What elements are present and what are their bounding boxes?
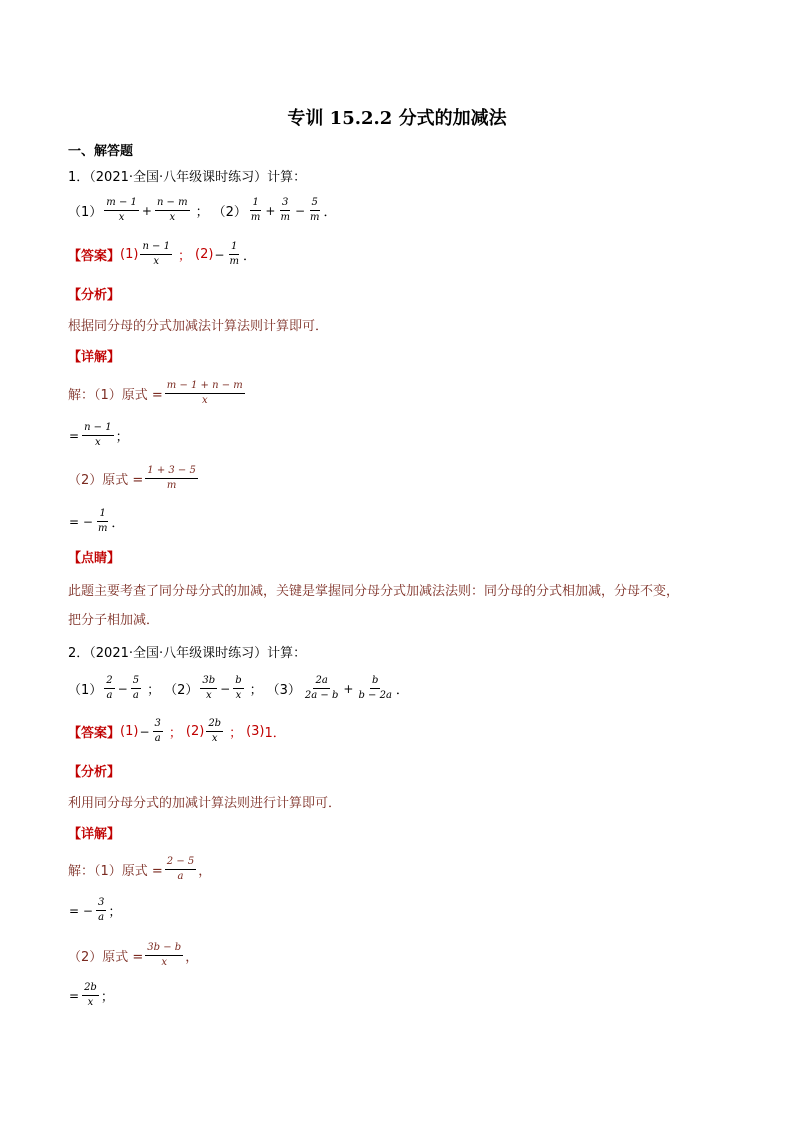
fraction: $\frac{2b}{x}$	[208, 718, 222, 744]
analysis-tag: 【分析】	[68, 288, 121, 303]
q2-solution-step1: 解：（1）原式 = $\frac{2 - 5}{a}$ ，	[68, 856, 212, 882]
fraction: $\frac{5}{a}$	[132, 675, 140, 701]
fraction: $\frac{1}{m}$	[250, 197, 261, 223]
fraction: $\frac{3}{m}$	[280, 197, 290, 223]
fraction: $\frac{3}{a}$	[97, 897, 105, 923]
fraction: $\frac{1}{m}$	[229, 241, 239, 267]
fraction: $\frac{5}{m}$	[310, 197, 320, 223]
q2-part3-label: （3）	[266, 683, 301, 698]
answer-part-label: (2)	[185, 724, 205, 739]
answer-value: 1．	[264, 726, 286, 741]
analysis-text: 利用同分母分式的加减计算法则进行计算即可．	[68, 796, 342, 811]
analysis-tag: 【分析】	[68, 765, 121, 780]
detail-tag: 【详解】	[68, 350, 121, 365]
fraction: $\frac{n - 1}{x}$	[142, 241, 170, 267]
q2-expression: （1） $\frac{2}{a}$ − $\frac{5}{a}$ ； （2） $\frac{3b}{x}$ − $\frac{b}{x}$ ； （3） $\frac{2a}{2a - b}$ + $\frac{b}{b - 2a}$ ．	[68, 675, 409, 701]
answer-part-label: (3)	[246, 724, 265, 739]
answer-part-label: (1)	[120, 724, 139, 739]
q2-part2-label: （2）	[164, 683, 199, 698]
answer-tag: 【答案】	[68, 249, 121, 264]
q2-stem: 2．（2021·全国·八年级课时练习）计算：	[68, 646, 307, 661]
comment-text-line2: 把分子相加减．	[68, 613, 160, 628]
detail-tag: 【详解】	[68, 827, 121, 842]
q1-part2-label: （2）	[212, 205, 247, 220]
answer-part-label: (2)	[195, 247, 214, 262]
fraction: $\frac{3}{a}$	[154, 718, 161, 744]
fraction: $\frac{n - 1}{x}$	[84, 422, 112, 448]
fraction: $\frac{2b}{x}$	[84, 982, 97, 1008]
fraction: $\frac{3b}{x}$	[202, 675, 216, 701]
q1-solution-step3	[68, 465, 200, 492]
fraction: $\frac{2a}{2a - b}$	[304, 675, 339, 701]
fraction: $\frac{m - 1 + n - m}{x}$	[166, 380, 243, 406]
fraction: $\frac{b}{b - 2a}$	[358, 675, 392, 701]
answer-tag: 【答案】	[68, 726, 121, 741]
fraction: $\frac{1}{m}$	[97, 508, 108, 534]
q1-solution-step2: = $\frac{n - 1}{x}$ ；	[69, 422, 129, 448]
solution-prefix: 解：（1）原式 =	[68, 864, 163, 879]
analysis-text: 根据同分母的分式加减法计算法则计算即可．	[68, 319, 329, 334]
solution-prefix: 解：（1）原式 =	[68, 388, 163, 403]
fraction: $\frac{n - m}{x}$	[156, 197, 188, 223]
page-title: 专训 15.2.2 分式的加减法	[287, 108, 507, 129]
fraction: $\frac{3b - b}{x}$	[147, 942, 182, 968]
q1-part1-label: （1）	[68, 205, 103, 220]
q2-answer: 【答案】 (1) − $\frac{3}{a}$ ； (2) $\frac{2b}{x}$ ； (3) 1．	[68, 718, 286, 744]
comment-tag: 【点睛】	[68, 551, 121, 566]
q2-part1-label: （1）	[68, 683, 103, 698]
fraction: $\frac{m - 1}{x}$	[106, 197, 137, 223]
fraction: $\frac{1 + 3 - 5}{m}$	[147, 465, 196, 491]
solution-prefix: （2）原式 =	[68, 950, 144, 965]
q2-solution-step4: = $\frac{2b}{x}$ ；	[69, 982, 114, 1008]
fraction: $\frac{2 - 5}{a}$	[166, 856, 195, 882]
section-heading: 一、解答题	[68, 144, 134, 159]
q1-expression: （1） $\frac{m - 1}{x}$ + $\frac{n - m}{x}$ ； （2） $\frac{1}{m}$ + $\frac{3}{m}$ − $\frac{5}{m}$ ．	[68, 197, 337, 223]
fraction: $\frac{2}{a}$	[106, 675, 113, 701]
q1-answer: 【答案】 (1) $\frac{n - 1}{x}$ ； (2) − $\frac{1}{m}$ ．	[68, 241, 256, 267]
q1-solution-step4: = − $\frac{1}{m}$ ．	[69, 508, 125, 534]
q1-stem: 1．（2021·全国·八年级课时练习）计算：	[68, 170, 307, 185]
q2-solution-step2: = − $\frac{3}{a}$ ；	[69, 897, 122, 923]
comment-text-line1: 此题主要考查了同分母分式的加减，关键是掌握同分母分式加减法法则：同分母的分式相加减，分母不变，	[68, 584, 680, 599]
q1-solution-step1	[68, 380, 247, 407]
q2-solution-step3: （2）原式 = $\frac{3b - b}{x}$ ，	[68, 942, 199, 968]
solution-prefix: （2）原式 =	[68, 473, 144, 488]
answer-part-label: (1)	[120, 247, 139, 262]
fraction: $\frac{b}{x}$	[235, 675, 242, 701]
